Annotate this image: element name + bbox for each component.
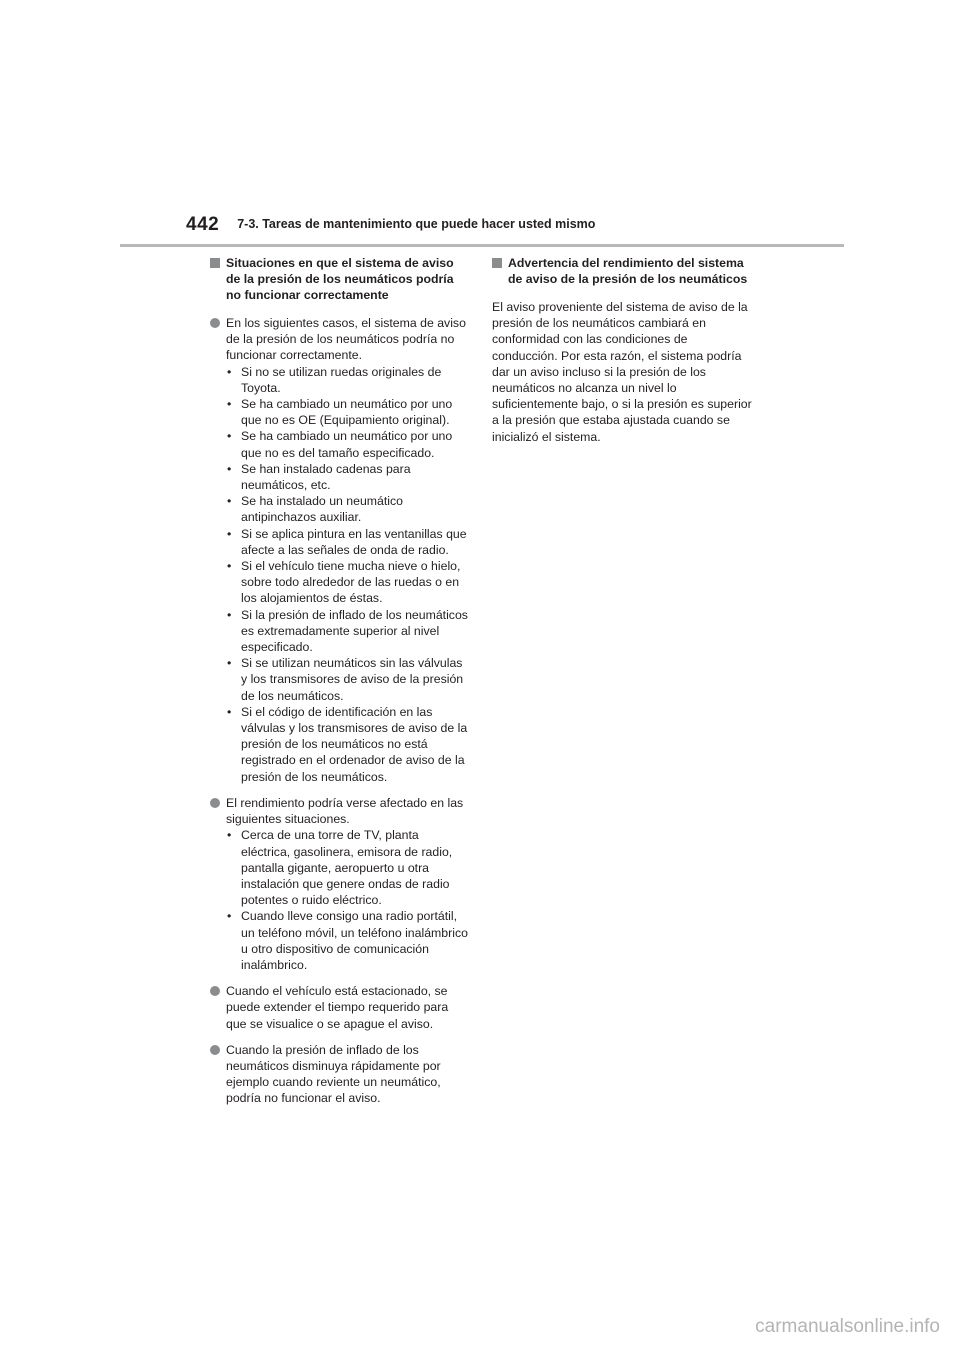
- list-item: • Si se utilizan neumáticos sin las válvulas y los transmisores de aviso de la presión de los neumáticos.: [227, 656, 464, 703]
- sub-list: [226, 364, 468, 785]
- section-heading-text: Situaciones en que el sistema de aviso de la presión de los neumáticos podría no funcionar correctamente: [226, 256, 454, 302]
- circle-bullet-icon: [210, 318, 220, 328]
- list-item: • Se ha instalado un neumático antipinchazos auxiliar.: [227, 494, 404, 525]
- list-item: • Si no se utilizan ruedas originales de Toyota.: [227, 364, 442, 395]
- list-marker: •: [227, 828, 232, 843]
- chapter-title: 7-3. Tareas de mantenimiento que puede hacer usted mismo: [237, 217, 596, 231]
- list-item: • Cuando lleve consigo una radio portátil, un teléfono móvil, un teléfono inalámbrico u otro dispositivo de comunicación inalámbrico.: [227, 909, 468, 972]
- list-item: • Si se aplica pintura en las ventanillas que afecte a las señales de onda de radio.: [227, 526, 467, 557]
- circle-bullet-icon: [210, 798, 220, 808]
- bullet-item: [210, 983, 468, 1032]
- page-number: 442: [186, 214, 220, 235]
- list-marker: •: [227, 656, 232, 671]
- body-paragraph: El aviso proveniente del sistema de aviso de la presión de los neumáticos cambiará en conformidad con las condiciones de conducción. Por esta razón, el sistema podría dar un aviso incluso si la presión de los neumáticos no alcanza un nivel lo suficientemente bajo, o si la presión es superior a la presión que estaba ajustada cuando se inicializó el sistema.: [492, 300, 752, 444]
- square-icon: [210, 258, 220, 268]
- list-marker: •: [227, 526, 232, 541]
- list-marker: •: [227, 704, 232, 719]
- list-item: • Si el vehículo tiene mucha nieve o hielo, sobre todo alrededor de las ruedas o en los alojamientos de éstas.: [227, 559, 461, 606]
- list-marker: •: [227, 607, 232, 622]
- list-item: • Se ha cambiado un neumático por uno que no es del tamaño especificado.: [227, 429, 453, 460]
- list-item: • Cerca de una torre de TV, planta eléctrica, gasolinera, emisora de radio, pantalla gigante, aeropuerto u otra instalación que genere ondas de radio potentes o ruido eléctrico.: [227, 828, 453, 908]
- circle-bullet-icon: [210, 1045, 220, 1055]
- bullet-item: [210, 795, 468, 973]
- list-item: • Si el código de identificación en las válvulas y los transmisores de aviso de la presión de los neumáticos no está registrado en el ordenador de aviso de la presión de los neumáticos.: [227, 704, 468, 784]
- left-column: [210, 255, 468, 1117]
- page-header: [186, 214, 595, 236]
- right-column: [492, 255, 754, 445]
- list-marker: •: [227, 494, 232, 509]
- sub-list: [226, 827, 468, 973]
- bullet-item: [210, 315, 468, 785]
- bullet-item: [210, 1042, 468, 1107]
- list-item: • Si la presión de inflado de los neumáticos es extremadamente superior al nivel especificado.: [227, 607, 468, 655]
- bullet-text: Cuando la presión de inflado de los neumáticos disminuya rápidamente por ejemplo cuando reviente un neumático, podría no funcionar el aviso.: [226, 1042, 441, 1106]
- bullet-text: En los siguientes casos, el sistema de aviso de la presión de los neumáticos podría no funcionar correctamente.: [226, 316, 466, 363]
- list-marker: •: [227, 559, 232, 574]
- list-marker: •: [227, 461, 232, 476]
- section-heading-text: Advertencia del rendimiento del sistema de aviso de la presión de los neumáticos: [508, 256, 748, 286]
- header-rule: [120, 244, 844, 247]
- section-heading: [492, 255, 754, 287]
- circle-bullet-icon: [210, 986, 220, 996]
- section-heading: [210, 255, 468, 303]
- bullet-text: El rendimiento podría verse afectado en las siguientes situaciones.: [226, 795, 464, 827]
- list-marker: •: [227, 909, 232, 924]
- bullet-text: Cuando el vehículo está estacionado, se puede extender el tiempo requerido para que se visualice o se apague el aviso.: [226, 984, 449, 1031]
- list-marker: •: [227, 364, 232, 379]
- list-marker: •: [227, 397, 232, 412]
- watermark: carmanualsonline.info: [755, 1316, 940, 1337]
- list-item: • Se ha cambiado un neumático por uno que no es OE (Equipamiento original).: [227, 397, 453, 428]
- square-icon: [492, 258, 502, 268]
- list-item: • Se han instalado cadenas para neumáticos, etc.: [227, 461, 411, 493]
- list-marker: •: [227, 429, 232, 444]
